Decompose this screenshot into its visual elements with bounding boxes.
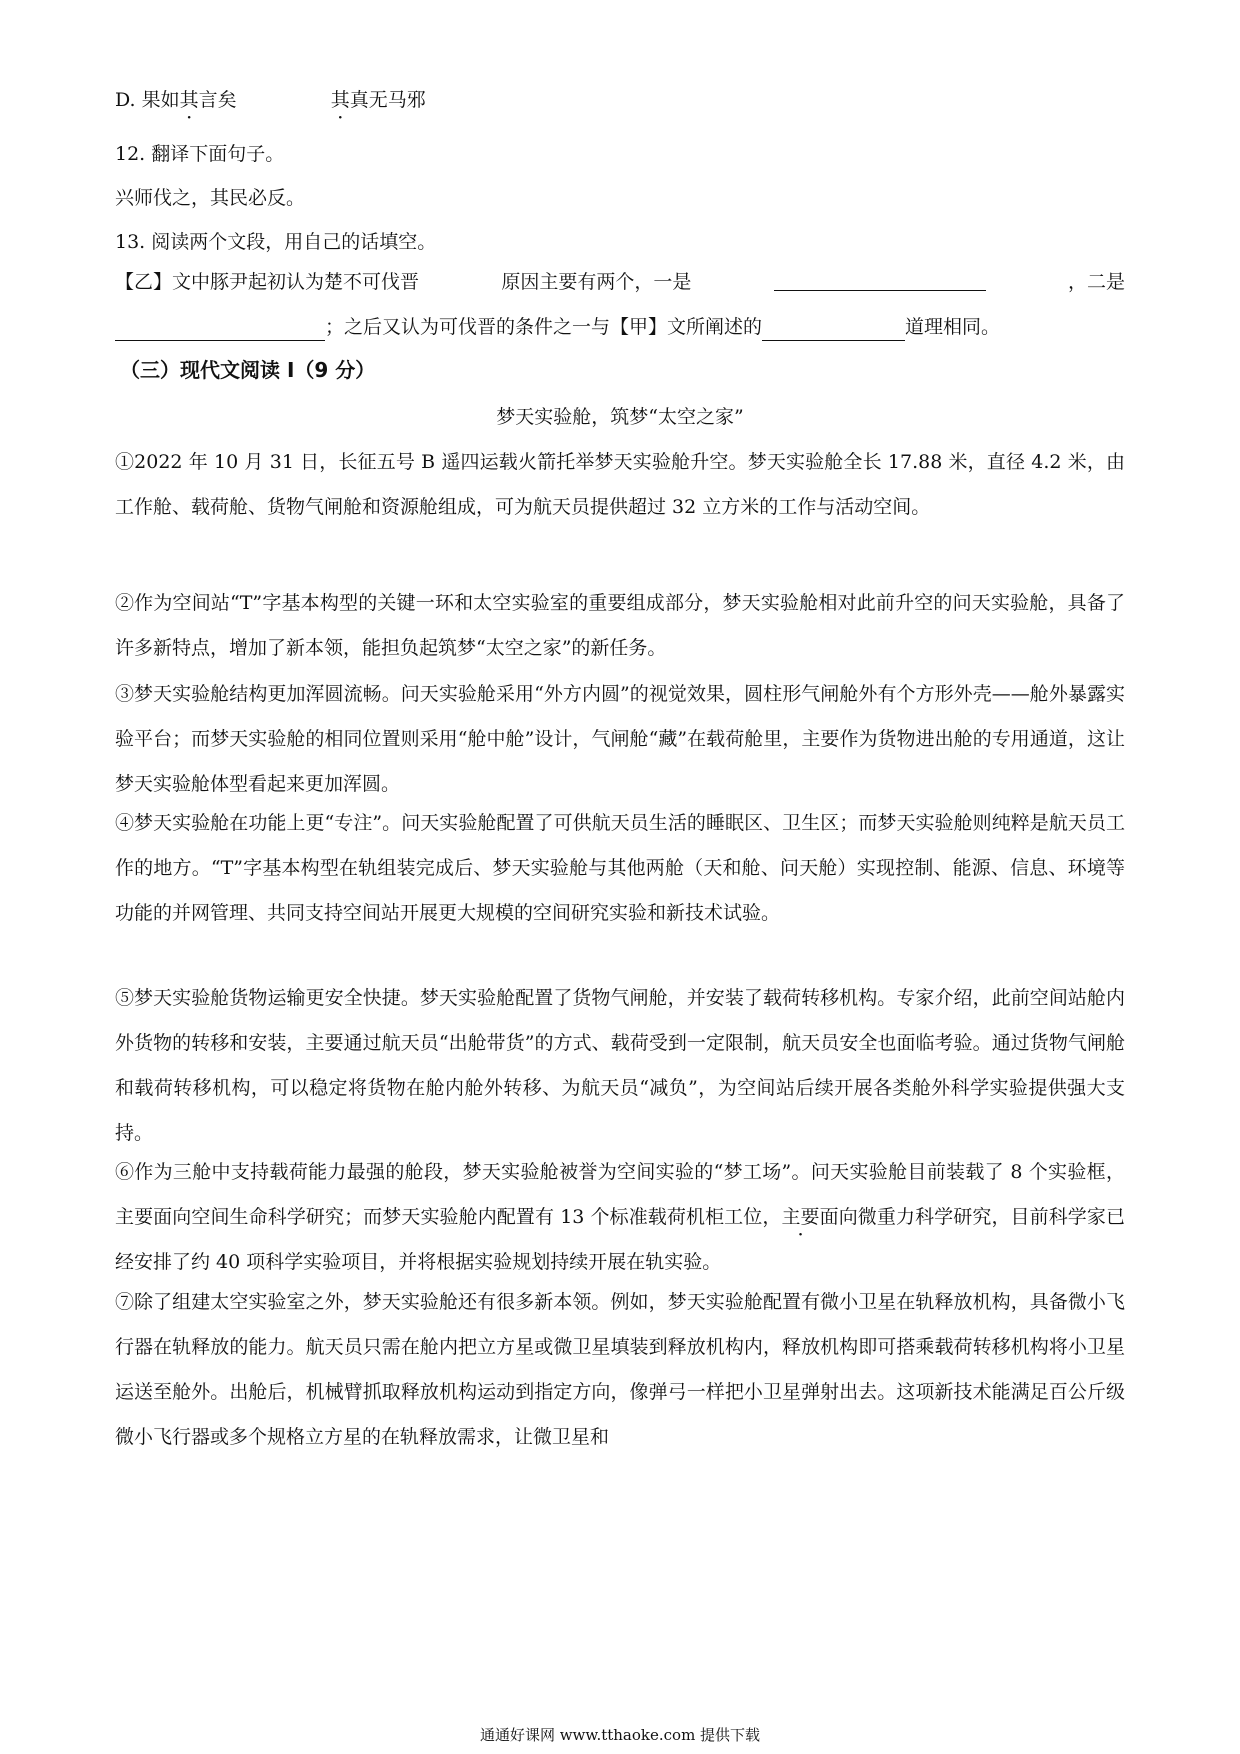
q13-line-2	[115, 313, 1125, 341]
page-footer: 通通好课网 www.tthaoke.com 提供下载	[479, 1726, 761, 1744]
article-paragraph-1	[115, 440, 1125, 530]
q13-line1-text-c: ，二是	[1067, 271, 1125, 293]
q13-line2-text-b: 道理相同。	[905, 316, 1001, 338]
paragraph-text: ①2022 年 10 月 31 日，长征五号 B 遥四运载火箭托举梦天实验舱升空。梦天实验舱全长 17.88 米，直径 4.2 米，由工作舱、载荷舱、货物气闸舱和资源舱组成，可为航天员提供超过 32 立方米的工作与活动空间。	[115, 451, 1125, 518]
answer-blank-1[interactable]	[774, 268, 986, 291]
q12-sentence: 兴师伐之，其民必反。	[115, 187, 306, 209]
article-paragraph-7	[115, 1280, 1125, 1460]
emphasis-dot-char: 其	[330, 89, 350, 111]
q11-option-d	[115, 86, 1125, 114]
article-paragraph-3	[115, 672, 1125, 807]
q13-line2-text-a: ；之后又认为可伐晋的条件之一与【甲】文所阐述的	[325, 316, 763, 338]
paragraph-text: ⑦除了组建太空实验室之外，梦天实验舱还有很多新本领。例如，梦天实验舱配置有微小卫星在轨释放机构，具备微小飞行器在轨释放的能力。航天员只需在舱内把立方星或微卫星填装到释放机构内，释放机构即可搭乘载荷转移机构将小卫星运送至舱外。出舱后，机械臂抓取释放机构运动到指定方向，像弹弓一样把小卫星弹射出去。这项新技术能满足百公斤级微小飞行器或多个规格立方星的在轨释放需求，让微卫星和	[115, 1291, 1125, 1448]
article-paragraph-4	[115, 801, 1125, 936]
q13-line-1	[115, 268, 1125, 296]
paragraph-text: ③梦天实验舱结构更加浑圆流畅。问天实验舱采用“外方内圆”的视觉效果，圆柱形气闸舱外有个方形外壳——舱外暴露实验平台；而梦天实验舱的相同位置则采用“舱中舱”设计，气闸舱“藏”在载荷舱里，主要作为货物进出舱的专用通道，这让梦天实验舱体型看起来更加浑圆。	[115, 683, 1125, 795]
article-paragraph-5	[115, 976, 1125, 1156]
q13-line1-text-a: 【乙】文中豚尹起初认为楚不可伐晋	[115, 271, 420, 293]
q13-line1-text-b: 原因主要有两个，一是	[501, 271, 692, 293]
article-paragraph-2	[115, 581, 1125, 671]
emphasis-dot-char: 其	[179, 89, 199, 111]
paragraph-text: ④梦天实验舱在功能上更“专注”。问天实验舱配置了可供航天员生活的睡眠区、卫生区；而梦天实验舱则纯粹是航天员工作的地方。“T”字基本构型在轨组装完成后、梦天实验舱与其他两舱（天和舱、问天舱）实现控制、能源、信息、环境等功能的并网管理、共同支持空间站开展更大规模的空间研究实验和新技术试验。	[115, 812, 1125, 924]
article-paragraph-6	[115, 1150, 1125, 1285]
paragraph-text: ⑥作为三舱中支持载荷能力最强的舱段，梦天实验舱被誉为空间实验的“梦工场”。问天实验舱目前装载了 8 个实验框，主要面向空间生命科学研究；而梦天实验舱内配置有 13 个标准载荷机柜工位，	[115, 1161, 1125, 1228]
q11-option-d-text2: 真无马邪	[349, 89, 426, 111]
q13-prompt: 13. 阅读两个文段，用自己的话填空。	[115, 231, 437, 253]
paragraph-text: ②作为空间站“T”字基本构型的关键一环和太空实验室的重要组成部分，梦天实验舱相对此前升空的问天实验舱，具备了许多新特点，增加了新本领，能担负起筑梦“太空之家”的新任务。	[115, 592, 1125, 659]
article-title: 梦天实验舱，筑梦“太空之家”	[496, 406, 744, 428]
q11-option-d-label: D. 果如	[115, 89, 180, 111]
q12-prompt: 12. 翻译下面句子。	[115, 143, 285, 165]
paragraph-text: 面向微重力科学研究，目前科学家已经安排了约 40 项科学实验项目，并将根据实验规划持续开展在轨实验。	[115, 1206, 1125, 1273]
q11-option-d-text1: 言矣	[198, 89, 237, 111]
paragraph-text: ⑤梦天实验舱货物运输更安全快捷。梦天实验舱配置了货物气闸舱，并安装了载荷转移机构。专家介绍，此前空间站舱内外货物的转移和安装，主要通过航天员“出舱带货”的方式、载荷受到一定限制，航天员安全也面临考验。通过货物气闸舱和载荷转移机构，可以稳定将货物在舱内舱外转移、为航天员“减负”，为空间站后续开展各类舱外科学实验提供强大支持。	[115, 987, 1125, 1144]
emphasis-dot-text: 主要	[781, 1206, 820, 1228]
section-heading: （三）现代文阅读 I（9 分）	[120, 358, 376, 382]
answer-blank-2[interactable]	[115, 318, 325, 341]
answer-blank-3[interactable]	[762, 318, 905, 341]
